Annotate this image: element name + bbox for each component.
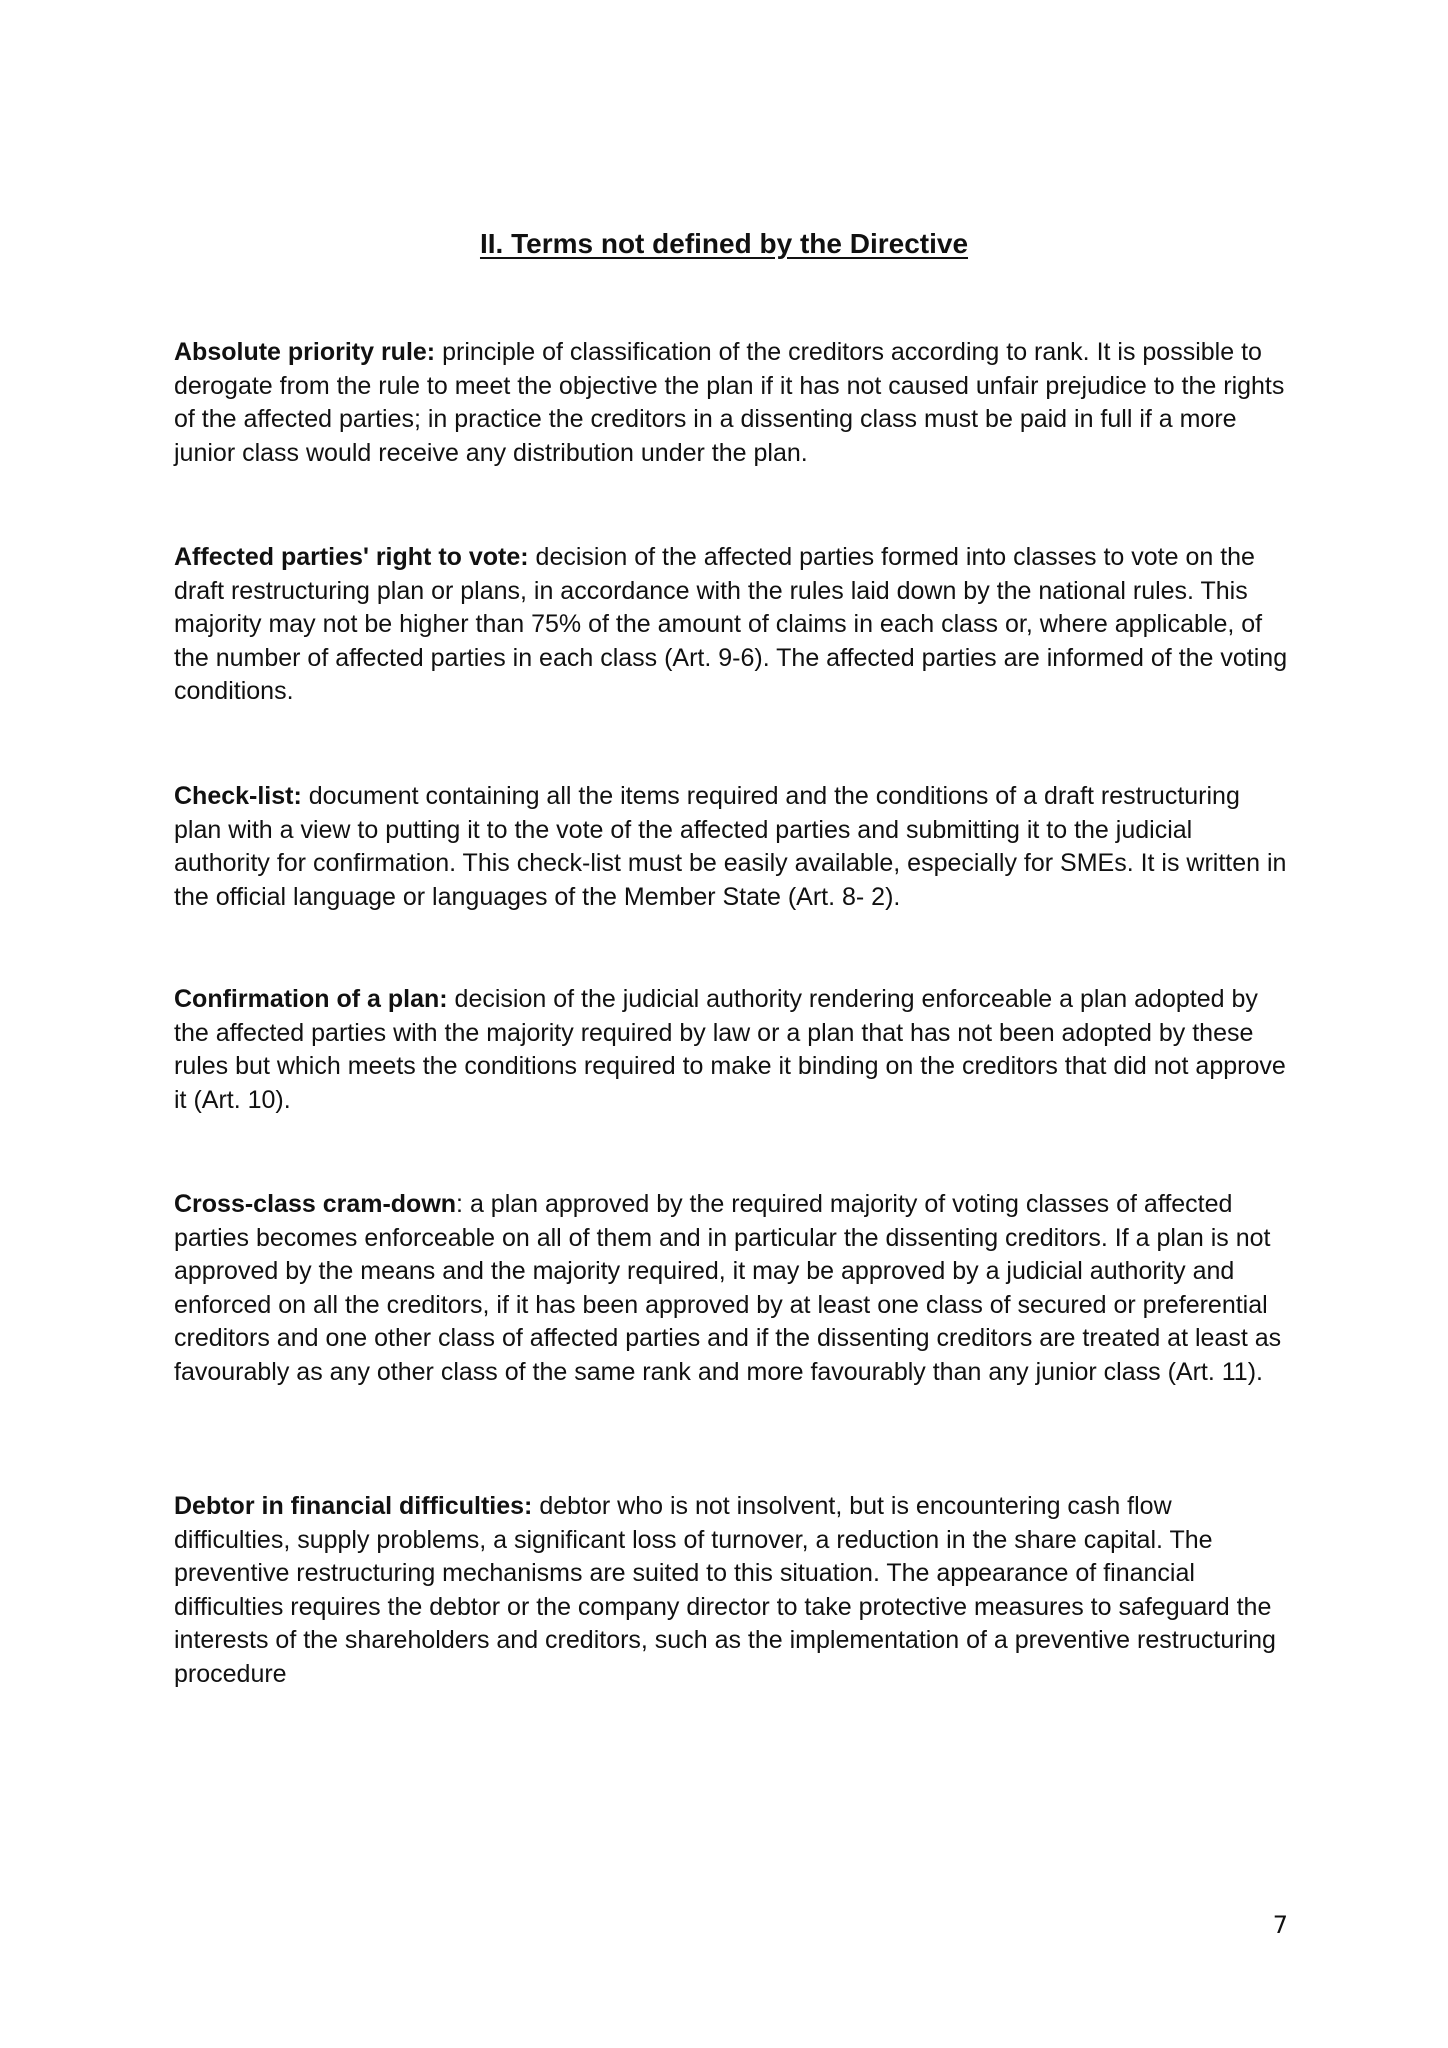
page-number: 7 (1272, 1911, 1288, 1939)
term-definition: decision of the affected parties formed into classes to vote on the draft restructuring plan or plans, in accordance with the rules laid down by the national rules. This majority may not be higher than 75% of the amount of claims in each class or, where applicable, of the number of affected parties in each class (Art. 9-6). The affected parties are informed of the voting conditions. (174, 543, 1288, 705)
term-definition: debtor who is not insolvent, but is encountering cash flow difficulties, supply problems, a significant loss of turnover, a reduction in the share capital. The preventive restructuring mechanisms are suited to this situation. The appearance of financial difficulties requires the debtor or the company director to take protective measures to safeguard the interests of the shareholders and creditors, such as the implementation of a preventive restructuring procedure (174, 1492, 1276, 1688)
term-label: Affected parties' right to vote: (174, 543, 529, 571)
term-label: Confirmation of a plan: (174, 985, 448, 1013)
term-label: Check-list: (174, 782, 302, 810)
term-definition: : a plan approved by the required majority of voting classes of affected parties becomes enforceable on all of them and in particular the dissenting creditors. If a plan is not approved by the means and the majority required, it may be approved by a judicial authority and enforced on all the creditors, if it has been approved by at least one class of secured or preferential creditors and one other class of affected parties and if the dissenting creditors are treated at least as favourably as any other class of the same rank and more favourably than any junior class (Art. 11). (174, 1190, 1282, 1386)
term-definition: document containing all the items required and the conditions of a draft restructuring plan with a view to putting it to the vote of the affected parties and submitting it to the judicial authority for confirmation. This check-list must be easily available, especially for SMEs. It is written in the official language or languages of the Member State (Art. 8- 2). (174, 782, 1287, 911)
glossary-entry-debtor-in-financial-difficulties (174, 1490, 1294, 1691)
glossary-entry-absolute-priority-rule (174, 336, 1294, 470)
term-label: Absolute priority rule: (174, 338, 436, 366)
term-definition: decision of the judicial authority rendering enforceable a plan adopted by the affected parties with the majority required by law or a plan that has not been adopted by these rules but which meets the conditions required to make it binding on the creditors that did not approve it (Art. 10). (174, 985, 1286, 1114)
glossary-entry-confirmation-of-a-plan (174, 983, 1294, 1117)
glossary-entry-check-list (174, 780, 1294, 914)
glossary-entry-cross-class-cram-down (174, 1188, 1294, 1389)
term-label: Cross-class cram-down (174, 1190, 457, 1218)
glossary-entry-affected-parties-right-to-vote (174, 541, 1294, 709)
term-label: Debtor in financial difficulties: (174, 1492, 533, 1520)
section-heading: II. Terms not defined by the Directive (479, 228, 969, 259)
term-definition: principle of classification of the creditors according to rank. It is possible to derogate from the rule to meet the objective the plan if it has not caused unfair prejudice to the rights of the affected parties; in practice the creditors in a dissenting class must be paid in full if a more junior class would receive any distribution under the plan. (174, 338, 1285, 467)
